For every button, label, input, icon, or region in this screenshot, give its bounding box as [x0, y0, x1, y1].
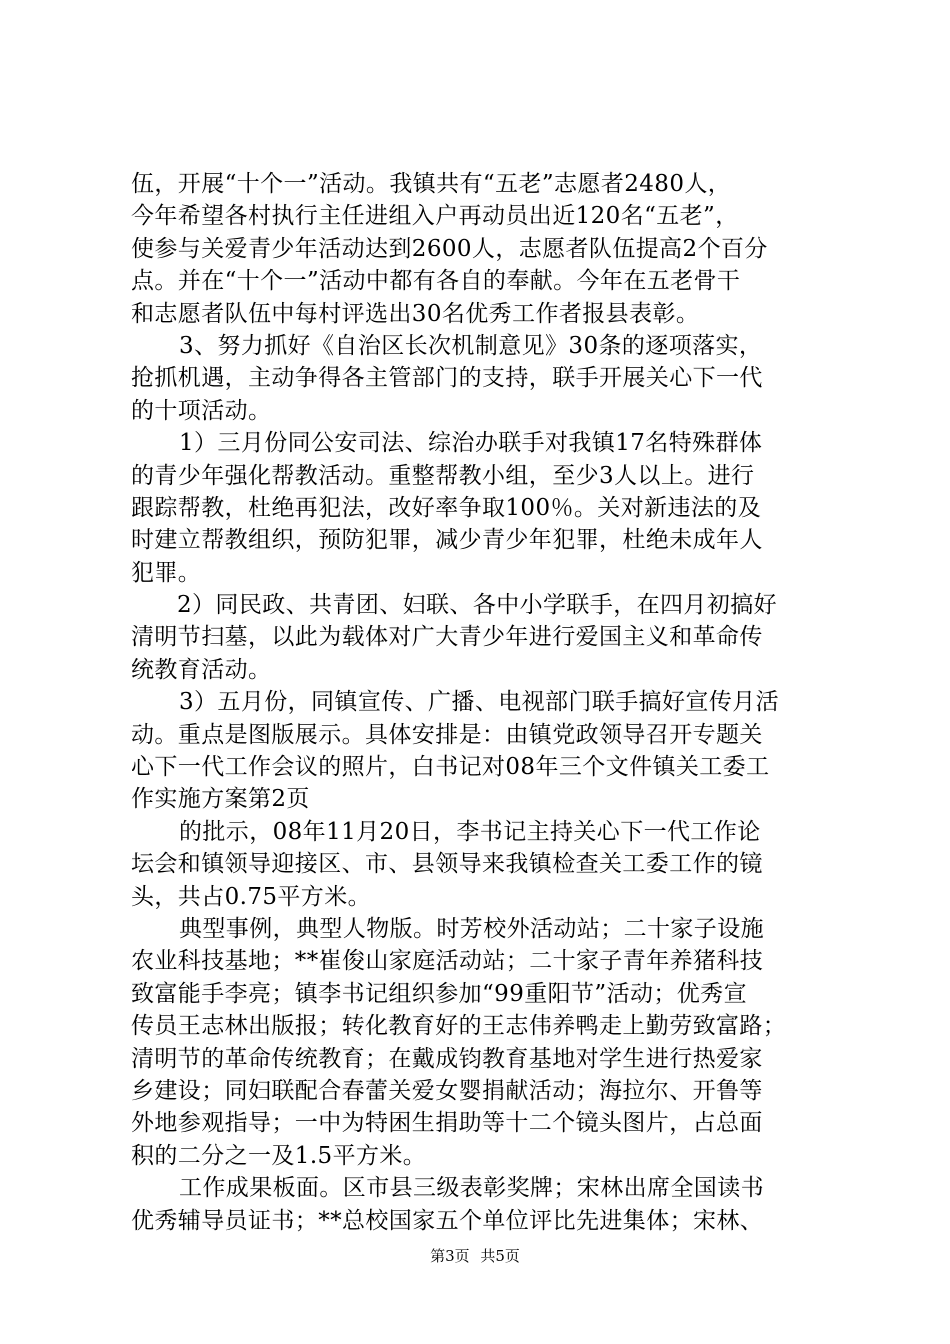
text-line: 跟踪帮教，杜绝再犯法，改好率争取100％。关对新违法的及 — [131, 494, 762, 521]
text-line: 3、努力抓好《自治区长次机制意见》30条的逐项落实， — [179, 332, 763, 359]
text-line: 抢抓机遇，主动争得各主管部门的支持，联手开展关心下一代 — [131, 365, 763, 392]
page-number: 第3页 — [430, 1247, 470, 1265]
text-line: 清明节扫墓，以此为载体对广大青少年进行爱国主义和革命传 — [131, 624, 763, 651]
text-line: 外地参观指导；一中为特困生捐助等十二个镜头图片，占总面 — [131, 1110, 763, 1137]
text-line: 点。并在“十个一”活动中都有各自的奉献。今年在五老骨干 — [131, 268, 741, 295]
text-line: 伍，开展“十个一”活动。我镇共有“五老”志愿者2480人， — [131, 171, 732, 197]
text-line: 工作成果板面。区市县三级表彰奖牌；宋林出席全国读书 — [179, 1175, 764, 1202]
text-line: 统教育活动。 — [131, 656, 272, 683]
text-line: 典型事例，典型人物版。时芳校外活动站；二十家子设施 — [179, 915, 764, 942]
text-line: 致富能手李亮；镇李书记组织参加“99重阳节”活动；优秀宣 — [131, 980, 747, 1007]
document-body — [131, 168, 837, 1237]
text-line: 3）五月份，同镇宣传、广播、电视部门联手搞好宣传月活 — [179, 689, 780, 716]
text-line: 乡建设；同妇联配合春蕾关爱女婴捐献活动；海拉尔、开鲁等 — [131, 1077, 763, 1104]
text-line: 2）同民政、共青团、妇联、各中小学联手，在四月初搞好 — [177, 592, 778, 619]
page-total: 共5页 — [480, 1247, 520, 1265]
text-line: 时建立帮教组织，预防犯罪，减少青少年犯罪，杜绝未成年人 — [131, 527, 763, 554]
text-line: 优秀辅导员证书；**总校国家五个单位评比先进集体；宋林、 — [131, 1207, 764, 1234]
text-line: 清明节的革命传统教育；在戴成钧教育基地对学生进行热爱家 — [131, 1045, 763, 1072]
text-line: 作实施方案第2页 — [131, 786, 310, 813]
text-line: 使参与关爱青少年活动达到2600人，志愿者队伍提高2个百分 — [131, 235, 768, 262]
text-line: 的十项活动。 — [131, 397, 272, 424]
text-line: 犯罪。 — [131, 559, 202, 586]
page-footer — [0, 1246, 950, 1266]
text-line: 传员王志林出版报；转化教育好的王志伟养鸭走上勤劳致富路； — [131, 1013, 787, 1040]
text-line: 心下一代工作会议的照片，白书记对08年三个文件镇关工委工 — [131, 754, 770, 781]
text-line: 坛会和镇领导迎接区、市、县领导来我镇检查关工委工作的镜 — [131, 851, 763, 878]
text-line: 头，共占0.75平方米。 — [131, 883, 372, 910]
text-line: 今年希望各村执行主任进组入户再动员出近120名“五老”， — [131, 203, 739, 230]
text-line: 的批示，08年11月20日，李书记主持关心下一代工作论 — [179, 818, 761, 845]
text-line: 积的二分之一及1.5平方米。 — [131, 1142, 427, 1169]
text-line: 和志愿者队伍中每村评选出30名优秀工作者报县表彰。 — [131, 300, 700, 327]
text-line: 的青少年强化帮教活动。重整帮教小组，至少3人以上。进行 — [131, 462, 755, 489]
text-line: 农业科技基地；**崔俊山家庭活动站；二十家子青年养猪科技 — [131, 948, 764, 975]
text-line: 1）三月份同公安司法、综治办联手对我镇17名特殊群体 — [179, 430, 763, 457]
text-line: 动。重点是图版展示。具体安排是：由镇党政领导召开专题关 — [131, 721, 763, 748]
